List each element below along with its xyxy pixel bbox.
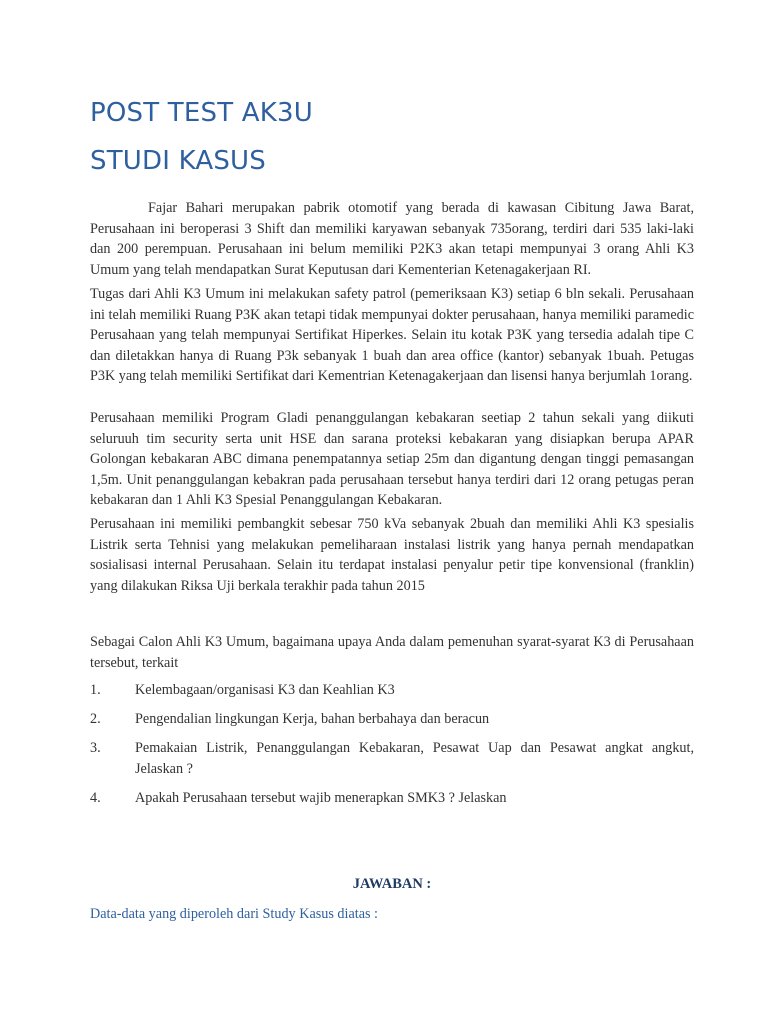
list-item: [90, 738, 694, 779]
list-text: Apakah Perusahaan tersebut wajib menerapkan SMK3 ? Jelaskan: [135, 790, 507, 806]
list-text: Pemakaian Listrik, Penanggulangan Kebakaran, Pesawat Uap dan Pesawat angkat angkut, Jelaskan ?: [135, 740, 694, 777]
page-subtitle: STUDI KASUS: [90, 146, 266, 176]
list-text: Pengendalian lingkungan Kerja, bahan berbahaya dan beracun: [135, 711, 490, 727]
list-text: Kelembagaan/organisasi K3 dan Keahlian K3: [135, 682, 395, 698]
list-item: [90, 788, 694, 809]
answer-heading: JAWABAN :: [352, 876, 432, 892]
page-title: POST TEST AK3U: [90, 98, 313, 128]
list-number: 2.: [90, 711, 101, 727]
list-number: 3.: [90, 740, 101, 756]
answer-intro: Data-data yang diperoleh dari Study Kasus diatas :: [90, 906, 379, 922]
case-paragraph-3: Perusahaan memiliki Program Gladi penanggulangan kebakaran seetiap 2 tahun sekali yang diikuti seluruuh tim security serta unit HSE dan sarana proteksi kebakaran yang disiapkan berupa APAR Golongan kebakaran ABC dimana penempatannya setiap 25m dan digantung dengan tinggi pemasangan 1,5m. Unit penanggulangan kebakran pada perusahaan tersebut hanya terdiri dari 12 orang petugas peran kebakaran dan 1 Ahli K3 Spesial Penanggulangan Kebakaran.: [90, 410, 694, 508]
list-number: 1.: [90, 682, 101, 698]
list-number: 4.: [90, 790, 101, 806]
case-paragraph-4: Perusahaan ini memiliki pembangkit sebesar 750 kVa sebanyak 2buah dan memiliki Ahli K3 spesialis Listrik serta Tehnisi yang melakukan pemeliharaan instalasi listrik yang hanya pernah mendapatkan sosialisasi internal Perusahaan. Selain itu terdapat instalasi penyalur petir tipe konvensional (franklin) yang dilakukan Riksa Uji berkala terakhir pada tahun 2015: [90, 516, 694, 594]
case-paragraph-1: Fajar Bahari merupakan pabrik otomotif yang berada di kawasan Cibitung Jawa Barat, Perusahaan ini beroperasi 3 Shift dan memiliki karyawan sebanyak 735orang, terdiri dari 535 laki-laki dan 200 perempuan. Perusahaan ini belum memiliki P2K3 akan tetapi mempunyai 3 orang Ahli K3 Umum yang telah mendapatkan Surat Keputusan dari Kementerian Ketenagakerjaan RI.: [90, 200, 694, 278]
case-paragraph-2: Tugas dari Ahli K3 Umum ini melakukan safety patrol (pemeriksaan K3) setiap 6 bln sekali. Perusahaan ini telah memiliki Ruang P3K akan tetapi tidak mempunyai dokter perusahaan, hanya memiliki paramedic Perusahaan yang telah mempunyai Sertifikat Hiperkes. Selain itu kotak P3K yang tersedia adalah tipe C dan diletakkan hanya di Ruang P3k sebanyak 1 buah dan area office (kantor) sebanyak 1buah. Petugas P3K yang telah memiliki Sertifikat dari Kementrian Ketenagakerjaan dan lisensi hanya berjumlah 1orang.: [90, 286, 694, 384]
question-intro-paragraph: Sebagai Calon Ahli K3 Umum, bagaimana upaya Anda dalam pemenuhan syarat-syarat K3 di Perusahaan tersebut, terkait: [90, 634, 694, 671]
list-item: [90, 680, 694, 701]
list-item: [90, 709, 694, 730]
